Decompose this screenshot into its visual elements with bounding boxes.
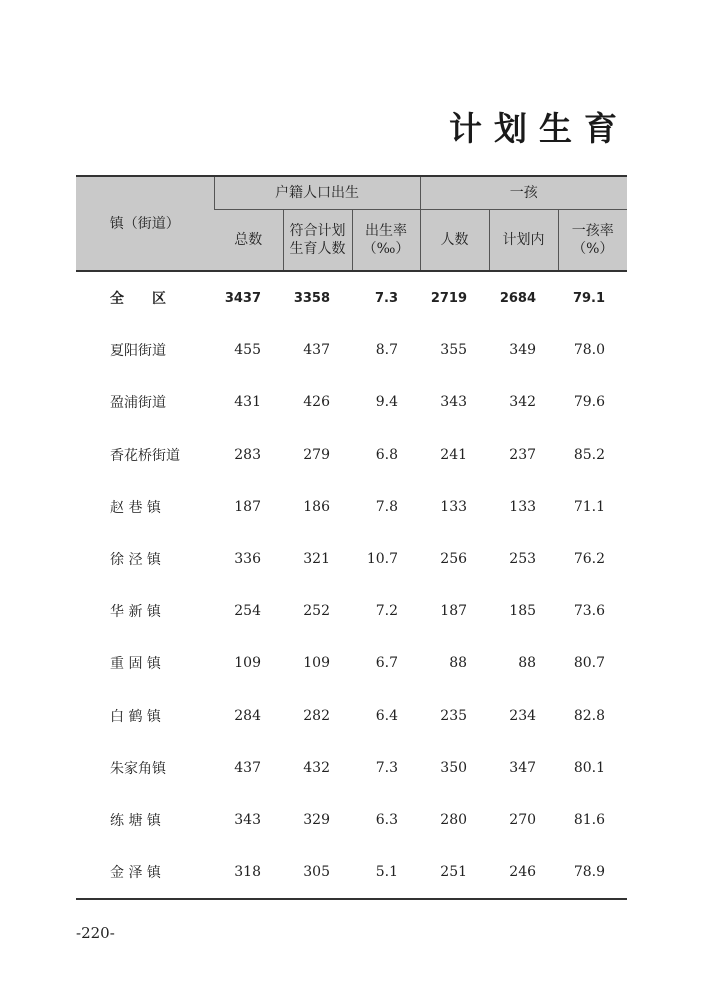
header-birth-rate	[352, 210, 420, 272]
table-cell: 431	[234, 394, 261, 411]
header-line: 总数	[234, 232, 263, 248]
table-cell: 342	[509, 394, 537, 411]
header-line: 一孩率	[571, 223, 614, 239]
row-label: 白 鹤 镇	[110, 708, 161, 725]
table-cell: 6.8	[375, 446, 399, 463]
table-cell: 437	[234, 759, 261, 776]
header-line: 人数	[440, 232, 469, 248]
table-cell: 455	[234, 342, 261, 359]
bottom-rule	[76, 898, 627, 900]
table-cell: 349	[509, 342, 537, 359]
table-cell: 426	[303, 394, 330, 411]
table-row	[76, 271, 627, 324]
table-cell: 81.6	[573, 811, 606, 828]
table-cell: 252	[303, 603, 330, 620]
table-cell: 6.7	[375, 655, 399, 672]
table-cell: 282	[303, 707, 330, 724]
row-label: 全 区	[110, 291, 166, 308]
table-cell: 256	[440, 551, 468, 568]
table-cell: 254	[234, 603, 261, 620]
family-planning-table	[76, 175, 627, 898]
table-cell: 283	[234, 446, 261, 463]
table-cell: 88	[449, 655, 468, 672]
table-cell: 80.1	[573, 759, 606, 776]
table-cell: 5.1	[375, 864, 399, 881]
header-line: （%）	[572, 241, 614, 257]
table-cell: 187	[440, 603, 468, 620]
row-label: 重 固 镇	[110, 656, 161, 673]
table-cell: 9.4	[375, 394, 399, 411]
table-cell: 350	[440, 759, 468, 776]
statistics-table-container	[76, 175, 627, 900]
table-cell: 355	[440, 342, 468, 359]
table-cell: 109	[303, 655, 330, 672]
table-cell: 7.3	[374, 290, 399, 306]
table-cell: 318	[234, 864, 261, 881]
table-cell: 133	[509, 498, 537, 515]
table-cell: 7.2	[375, 603, 399, 620]
table-cell: 78.9	[573, 864, 606, 881]
row-label: 赵 巷 镇	[110, 499, 161, 516]
table-cell: 7.3	[375, 759, 399, 776]
table-cell: 8.7	[375, 342, 399, 359]
table-cell: 253	[509, 551, 537, 568]
table-cell: 109	[234, 655, 261, 672]
group-header-first-child: 一孩	[420, 176, 627, 210]
table-cell: 73.6	[573, 603, 606, 620]
table-cell: 3437	[224, 290, 261, 306]
table-row	[76, 429, 627, 481]
header-within-plan	[489, 210, 558, 272]
header-total	[214, 210, 283, 272]
table-cell: 85.2	[573, 446, 606, 463]
table-cell: 133	[440, 498, 468, 515]
table-cell: 279	[303, 446, 330, 463]
table-cell: 187	[234, 498, 261, 515]
table-row	[76, 794, 627, 846]
table-cell: 185	[509, 603, 537, 620]
table-cell: 437	[303, 342, 330, 359]
table-cell: 7.8	[375, 498, 399, 515]
table-cell: 78.0	[573, 342, 606, 359]
table-cell: 305	[303, 864, 330, 881]
table-cell: 343	[234, 811, 261, 828]
page-number: -220-	[76, 924, 115, 942]
table-cell: 336	[234, 551, 261, 568]
table-cell: 246	[509, 864, 537, 881]
table-cell: 3358	[293, 290, 330, 306]
table-cell: 343	[440, 394, 468, 411]
table-row	[76, 481, 627, 533]
header-line: 计划内	[502, 232, 545, 248]
table-cell: 251	[440, 864, 468, 881]
header-line: （‰）	[362, 241, 410, 257]
table-header	[76, 176, 627, 271]
table-cell: 284	[234, 707, 261, 724]
table-cell: 235	[440, 707, 468, 724]
row-label: 金 泽 镇	[110, 865, 161, 882]
row-label: 华 新 镇	[110, 604, 161, 621]
table-cell: 270	[509, 811, 537, 828]
table-cell: 82.8	[573, 707, 606, 724]
table-row	[76, 846, 627, 898]
page-title: 计划生育	[449, 109, 629, 148]
table-cell: 237	[509, 446, 537, 463]
corner-header: 镇（街道）	[76, 176, 214, 271]
table-cell: 10.7	[366, 551, 399, 568]
table-row	[76, 376, 627, 428]
row-label: 夏阳街道	[110, 343, 166, 360]
table-cell: 347	[509, 759, 537, 776]
table-body	[76, 271, 627, 898]
row-label: 朱家角镇	[110, 760, 166, 777]
table-cell: 88	[518, 655, 537, 672]
table-cell: 6.3	[375, 811, 399, 828]
table-row	[76, 742, 627, 794]
table-row	[76, 585, 627, 637]
table-cell: 321	[303, 551, 330, 568]
header-first-child-rate	[558, 210, 627, 272]
group-header-births: 户籍人口出生	[214, 176, 420, 210]
table-cell: 71.1	[573, 498, 606, 515]
header-line: 出生率	[365, 223, 407, 239]
table-cell: 76.2	[573, 551, 606, 568]
table-row	[76, 324, 627, 376]
row-label: 徐 泾 镇	[110, 552, 161, 569]
table-cell: 79.1	[572, 290, 606, 306]
header-line: 生育人数	[289, 241, 346, 257]
row-label: 盈浦街道	[110, 395, 166, 412]
table-cell: 80.7	[573, 655, 606, 672]
row-label: 练 塘 镇	[110, 812, 161, 829]
table-cell: 2719	[430, 290, 468, 306]
table-row	[76, 690, 627, 742]
header-line: 符合计划	[289, 223, 346, 239]
header-count	[420, 210, 489, 272]
table-cell: 186	[303, 498, 330, 515]
table-cell: 79.6	[573, 394, 606, 411]
table-cell: 6.4	[375, 707, 399, 724]
row-label: 香花桥街道	[110, 447, 180, 464]
table-cell: 280	[440, 811, 468, 828]
table-row	[76, 637, 627, 689]
table-cell: 241	[440, 446, 468, 463]
table-cell: 329	[303, 811, 330, 828]
table-cell: 234	[509, 707, 537, 724]
header-planned-births	[283, 210, 352, 272]
table-row	[76, 533, 627, 585]
table-cell: 2684	[499, 290, 537, 306]
table-cell: 432	[303, 759, 330, 776]
